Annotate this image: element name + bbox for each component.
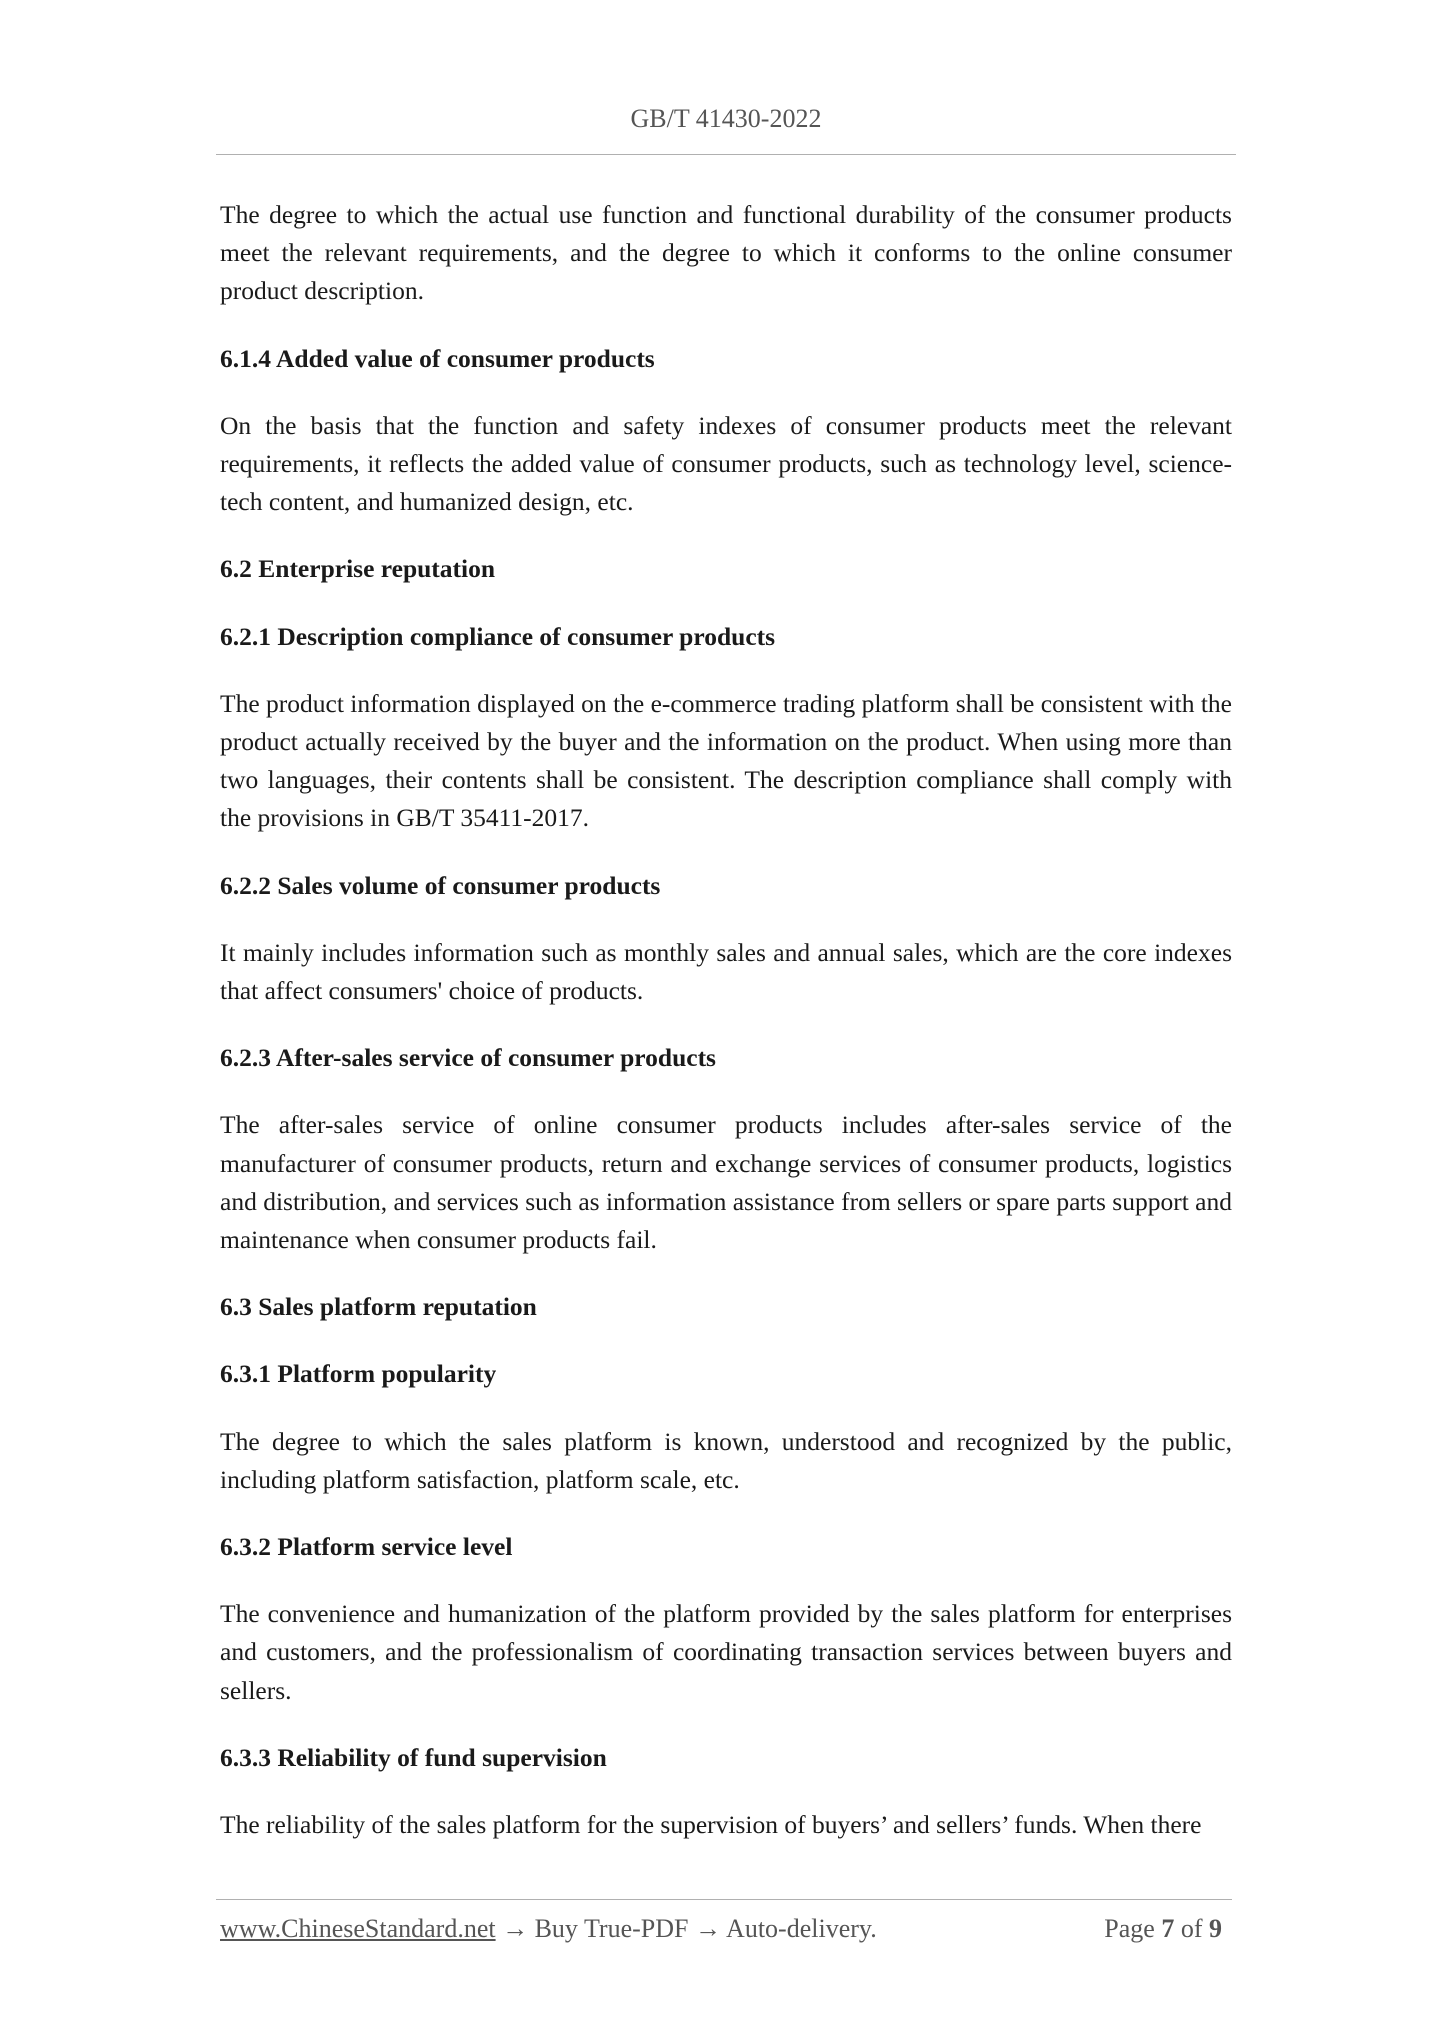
footer-tagline: → Buy True-PDF → Auto-delivery. [495,1914,877,1943]
section-6-3-heading: 6.3 Sales platform reputation [220,1292,537,1322]
page-body [220,196,1232,1873]
page-indicator [1104,1914,1222,1944]
section-6-2-heading: 6.2 Enterprise reputation [220,554,496,584]
page-label: Page [1104,1914,1155,1943]
section-6-3-2-heading: 6.3.2 Platform service level [220,1532,513,1562]
section-6-3-1-heading: 6.3.1 Platform popularity [220,1359,497,1389]
section-6-3-3-heading: 6.3.3 Reliability of fund supervision [220,1742,607,1772]
section-6-2-2-text: It mainly includes information such as monthly sales and annual sales, which are the core indexes that affect consumers' choice of products. [220,937,1232,1006]
section-6-2-1-heading: 6.2.1 Description compliance of consumer products [220,621,776,651]
section-6-2-1-text: The product information displayed on the e-commerce trading platform shall be consistent with the product actually received by the buyer and the information on the product. When using more than two languages, their contents shall be consistent. The description compliance shall comply with the provisions in GB/T 35411-2017. [220,688,1232,833]
footer-divider [216,1899,1232,1900]
section-6-2-2-heading: 6.2.2 Sales volume of consumer products [220,870,661,900]
section-6-2-3-text: The after-sales service of online consumer products includes after-sales service of the manufacturer of consumer products, return and exchange services of consumer products, logistics and distribution, and services such as information assistance from sellers or spare parts support and maintenance when consumer products fail. [220,1110,1232,1255]
section-6-3-3-text: The reliability of the sales platform for the supervision of buyers’ and sellers’ funds. When there [220,1810,1202,1840]
section-6-1-4-heading: 6.1.4 Added value of consumer products [220,343,655,373]
document-id: GB/T 41430-2022 [630,104,822,133]
section-6-3-1-text: The degree to which the sales platform is known, understood and recognized by the public, including platform satisfaction, platform scale, etc. [220,1426,1232,1494]
section-6-3-2-text: The convenience and humanization of the platform provided by the sales platform for enterprises and customers, and the professionalism of coordinating transaction services between buyers and sellers. [220,1599,1232,1705]
current-page-number: 7 [1161,1914,1175,1943]
website-link[interactable]: www.ChineseStandard.net [220,1914,496,1943]
header-divider [216,154,1236,155]
total-pages-number: 9 [1209,1914,1222,1943]
footer-left [220,1914,877,1944]
section-6-1-4-text: On the basis that the function and safety indexes of consumer products meet the relevant requirements, it reflects the added value of consumer products, such as technology level, science-tech content, and humanized design, etc. [220,410,1232,517]
document-header [216,104,1236,134]
of-label: of [1180,1914,1203,1943]
section-6-2-3-heading: 6.2.3 After-sales service of consumer products [220,1043,716,1073]
intro-paragraph: The degree to which the actual use function and functional durability of the consumer products meet the relevant requirements, and the degree to which it conforms to the online consumer product description. [220,200,1232,306]
